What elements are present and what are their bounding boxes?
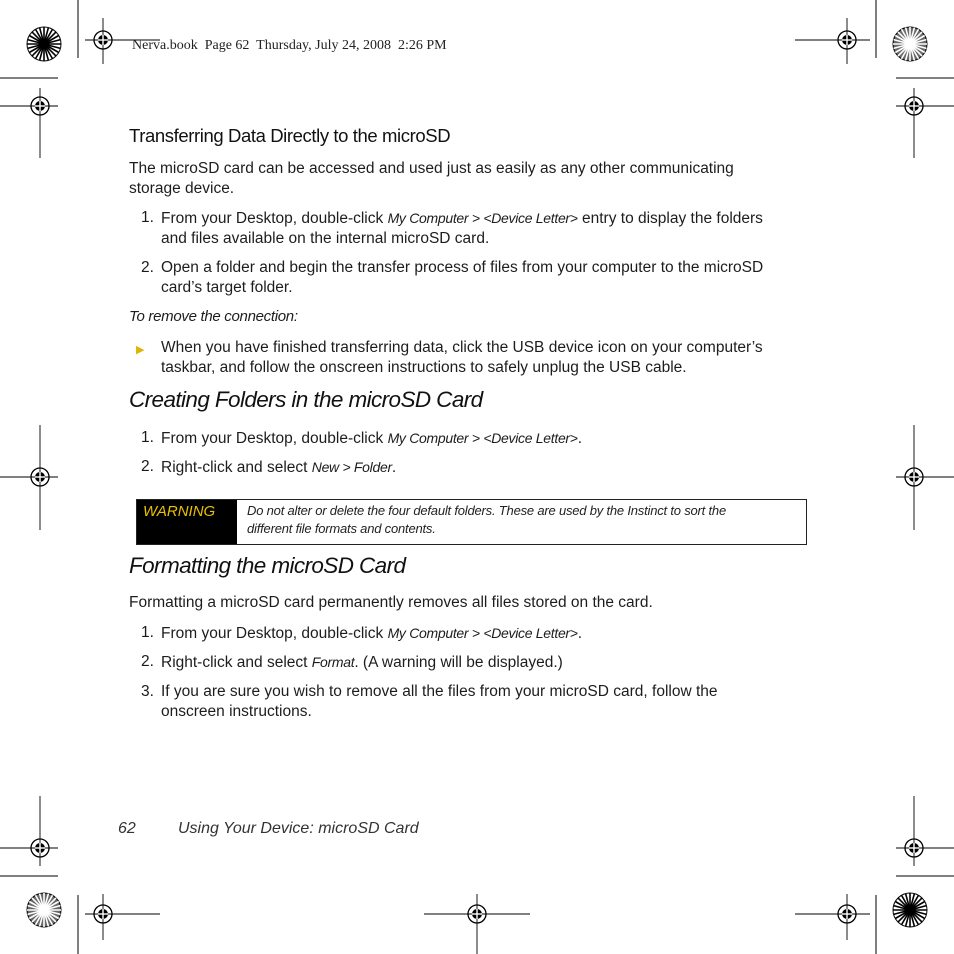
print-slug — [132, 38, 447, 54]
warning-label: WARNING — [137, 500, 237, 544]
transfer-step-2: Open a folder and begin the transfer process of files from your computer to the microSD card’s target folder. — [161, 259, 764, 296]
starburst-target-icon — [893, 27, 927, 61]
format-intro: Formatting a microSD card permanently removes all files stored on the card. — [129, 594, 653, 611]
ui-path: New > Folder — [311, 459, 392, 475]
transfer-step-1: From your Desktop, double-click My Computer > <Device Letter> entry to display the folders and files available on the internal microSD card. — [161, 210, 763, 247]
step-number: 2. — [141, 653, 154, 670]
folders-step-1: From your Desktop, double-click My Computer > <Device Letter>. — [161, 430, 582, 447]
ui-path: Format — [311, 654, 355, 670]
format-step-2: Right-click and select Format. (A warning will be displayed.) — [161, 654, 563, 671]
starburst-target-icon — [27, 27, 61, 61]
remove-connection-label: To remove the connection: — [129, 308, 298, 325]
step-number: 2. — [141, 259, 154, 276]
book-file: Nerva.book — [132, 38, 198, 53]
folders-heading: Creating Folders in the microSD Card — [129, 387, 483, 412]
format-heading: Formatting the microSD Card — [129, 553, 406, 578]
triangle-right-icon: ▶ — [136, 344, 145, 356]
step-number: 3. — [141, 683, 154, 700]
transfer-intro: The microSD card can be accessed and used just as easily as any other communicating storage device. — [129, 160, 734, 197]
folders-step-2: Right-click and select New > Folder. — [161, 459, 397, 476]
step-number: 1. — [141, 209, 154, 226]
starburst-target-icon — [27, 893, 61, 927]
step-number: 1. — [141, 429, 154, 446]
warning-text: Do not alter or delete the four default folders. These are used by the Instinct to sort the different file formats and contents. — [247, 503, 726, 536]
footer-section-title: Using Your Device: microSD Card — [178, 820, 419, 837]
remove-bullet: When you have finished transferring data, click the USB device icon on your computer’s taskbar, and follow the onscreen instructions to safely unplug the USB cable. — [161, 339, 763, 376]
page-label: Page 62 — [204, 38, 250, 53]
transfer-heading: Transferring Data Directly to the microSD — [129, 125, 451, 146]
format-step-1: From your Desktop, double-click My Computer > <Device Letter>. — [161, 625, 582, 642]
step-number: 2. — [141, 458, 154, 475]
page-number: 62 — [118, 820, 136, 837]
warning-callout — [136, 499, 807, 545]
starburst-target-icon — [893, 893, 927, 927]
ui-path: My Computer > <Device Letter> — [387, 210, 578, 226]
slug-time: 2:26 PM — [397, 38, 447, 53]
ui-path: My Computer > <Device Letter> — [387, 430, 578, 446]
slug-date: Thursday, July 24, 2008 — [256, 38, 391, 53]
ui-path: My Computer > <Device Letter> — [387, 625, 578, 641]
step-number: 1. — [141, 624, 154, 641]
format-step-3: If you are sure you wish to remove all the files from your microSD card, follow the onscreen instructions. — [161, 683, 718, 720]
